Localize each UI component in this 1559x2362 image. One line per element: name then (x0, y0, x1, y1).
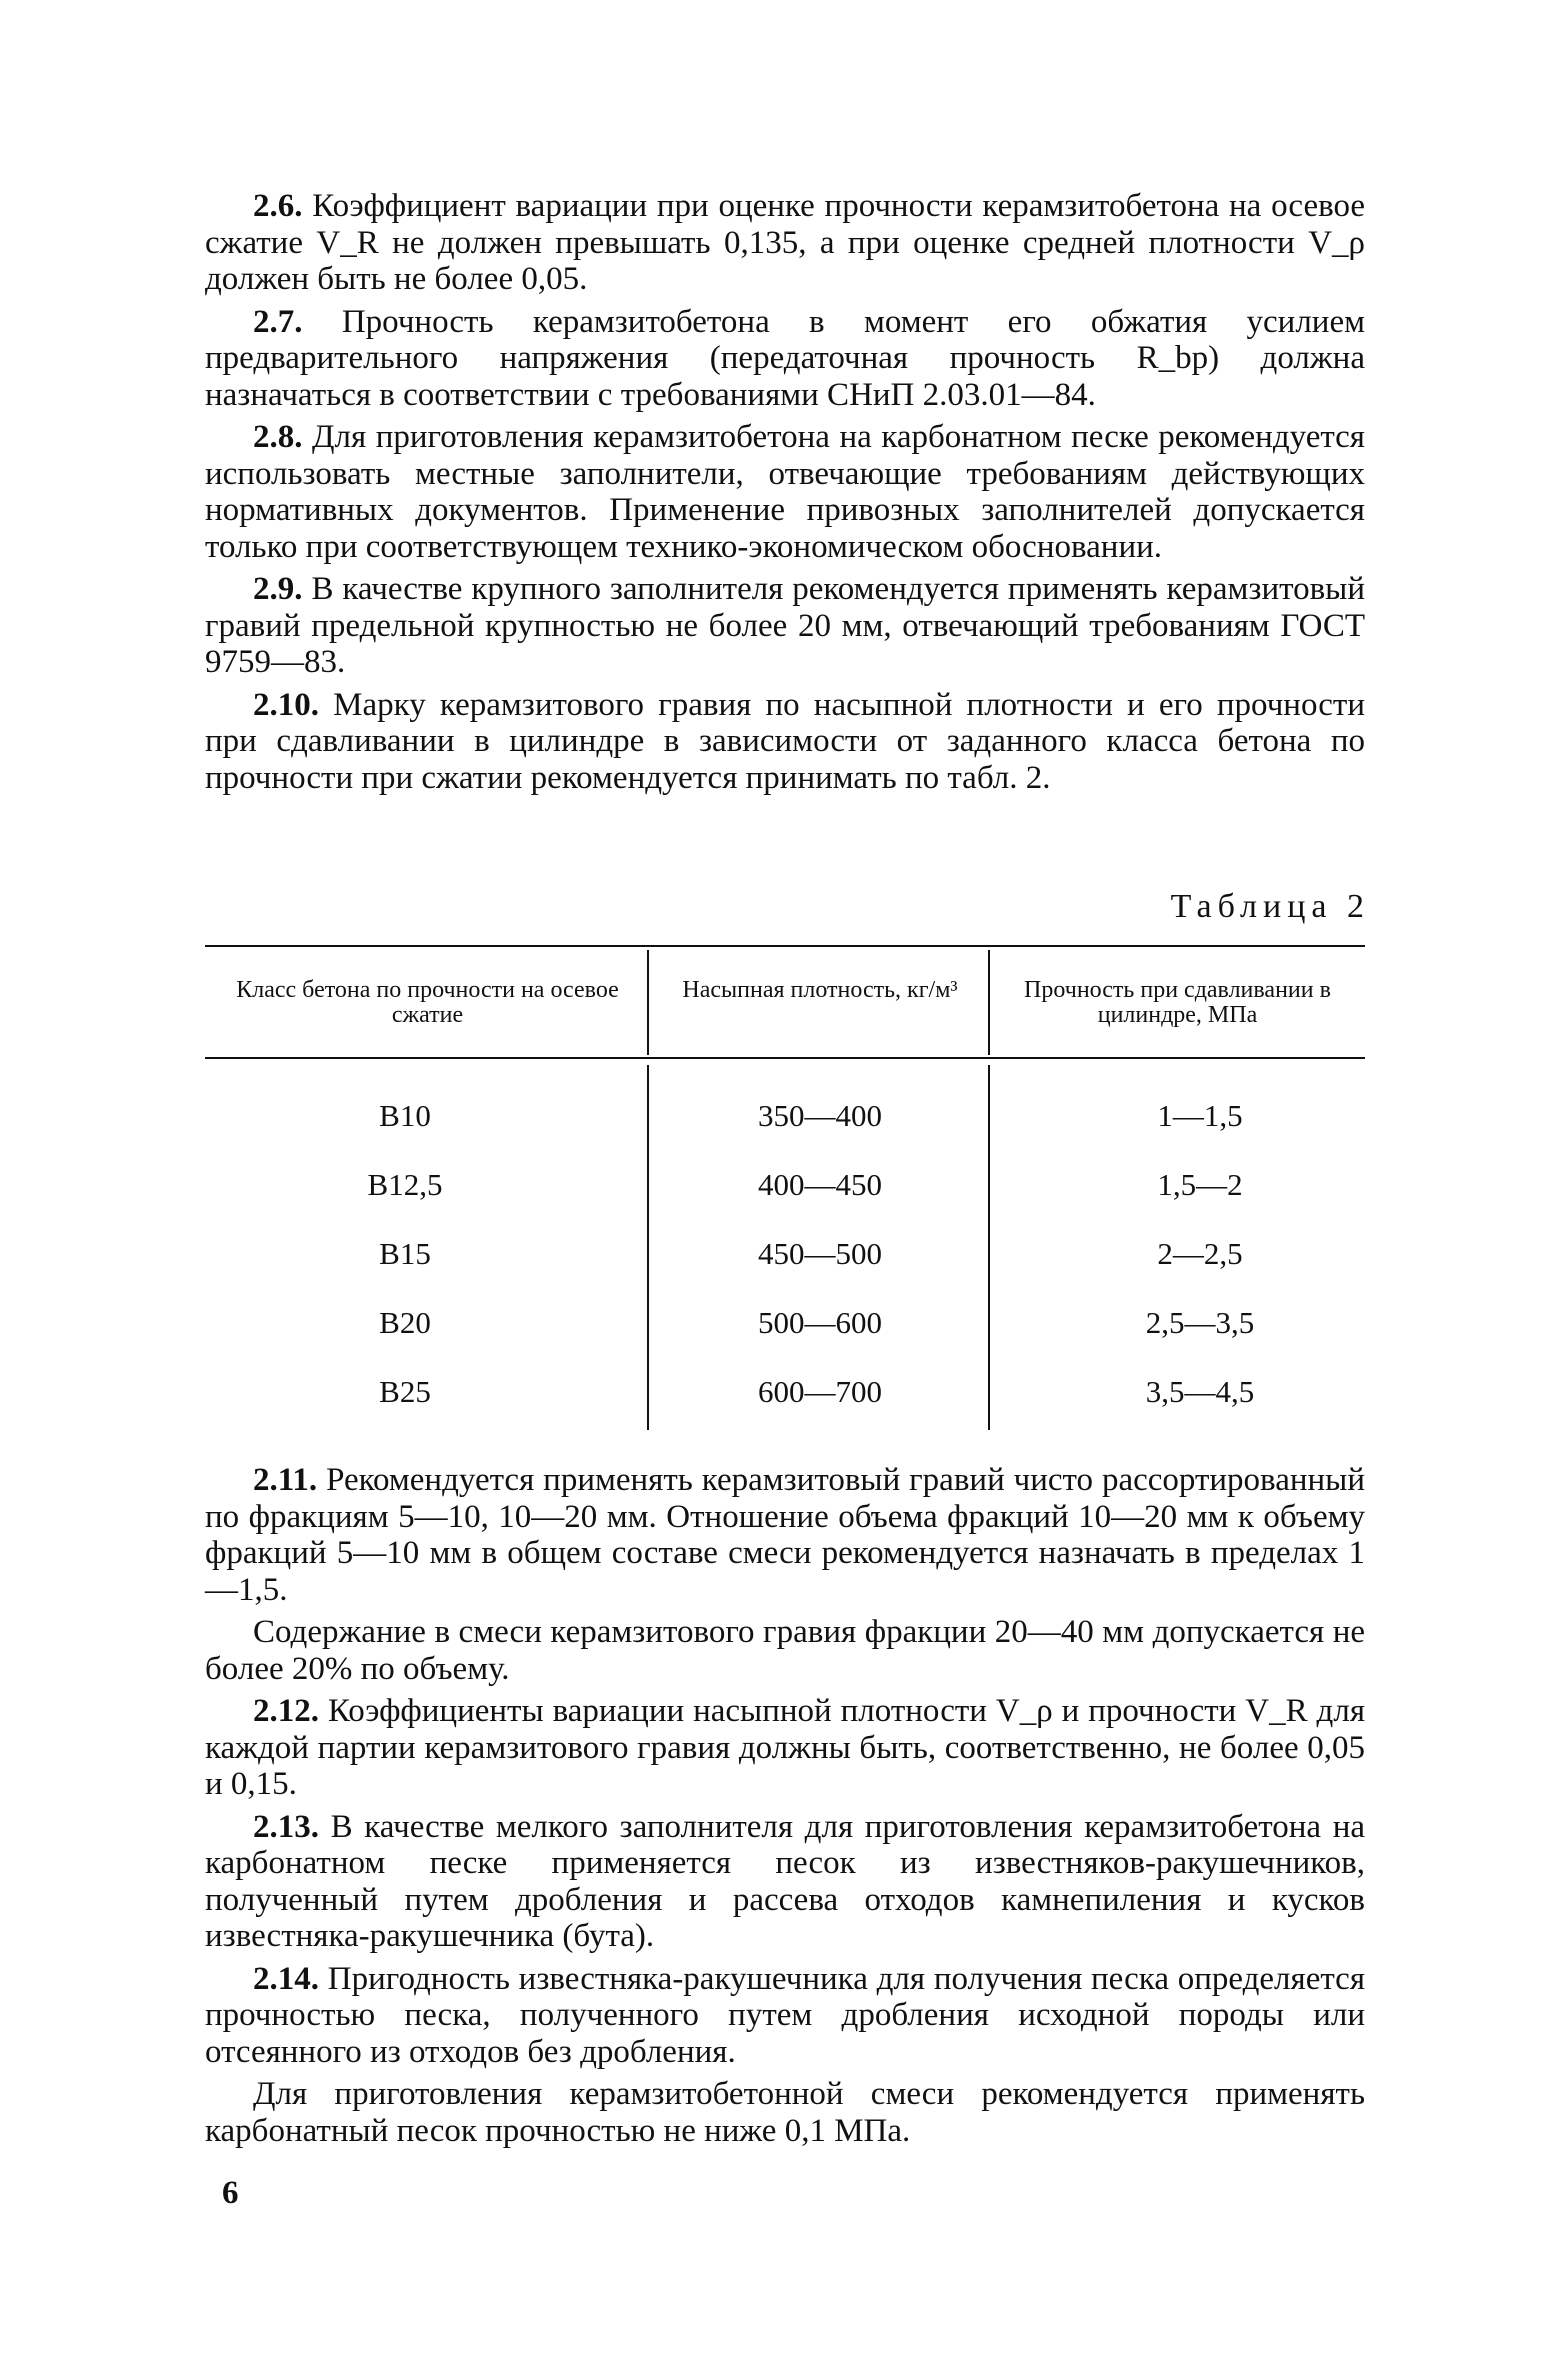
paragraph-2-14 (205, 1961, 1365, 2071)
table-col-divider (988, 1065, 990, 1430)
clause-number: 2.14. (253, 1960, 319, 1997)
paragraph-2-9 (205, 571, 1365, 681)
paragraph-2-12 (205, 1693, 1365, 1803)
table-cell: 2—2,5 (1157, 1236, 1243, 1271)
table-cell: 1,5—2 (1157, 1167, 1243, 1202)
paragraph-text: В качестве мелкого заполнителя для приготовления керамзитобетона на карбонатном песке применяется песок из известняков-ракушечников, полученный путем дробления и рассева отходов камнепиления и кусков известняка-ракушечника (бута). (205, 1808, 1365, 1954)
table-cell: 350—400 (758, 1098, 882, 1133)
table-top-rule (205, 945, 1365, 947)
text-block-top (205, 188, 1365, 802)
paragraph-text: Содержание в смеси керамзитового гравия фракции 20—40 мм допускается не более 20% по объему. (205, 1614, 1365, 1687)
paragraph-text: Коэффициент вариации при оценке прочности керамзитобетона на осевое сжатие V_R не должен превышать 0,135, а при оценке средней плотности V_ρ должен быть не более 0,05. (205, 188, 1365, 297)
table-col-divider (647, 950, 649, 1055)
table-cell: B10 (379, 1098, 431, 1133)
paragraph-text: Рекомендуется применять керамзитовый гравий чисто рассортированный по фракциям 5—10, 10—20 мм. Отношение объема фракций 10—20 мм к объему фракций 5—10 мм в общем составе смеси рекомендуется назначать в пределах 1—1,5. (205, 1462, 1365, 1608)
paragraph-text: Марку керамзитового гравия по насыпной плотности и его прочности при сдавливании в цилиндре в зависимости от заданного класса бетона по прочности при сжатии рекомендуется принимать по табл. 2. (205, 686, 1365, 796)
paragraph-text: В качестве крупного заполнителя рекомендуется применять керамзитовый гравий предельной крупностью не более 20 мм, отвечающий требованиям ГОСТ 9759—83. (205, 571, 1366, 680)
clause-number: 2.7. (253, 303, 303, 340)
clause-number: 2.6. (253, 188, 303, 224)
table-header-class: Класс бетона по прочности на осевое сжатие (236, 977, 619, 1028)
table-col-divider (647, 1065, 649, 1430)
table-cell: 450—500 (758, 1236, 882, 1271)
table-cell: 2,5—3,5 (1145, 1305, 1255, 1340)
paragraph-text: Для приготовления керамзитобетонной смеси рекомендуется применять карбонатный песок прочностью не ниже 0,1 МПа. (205, 2076, 1365, 2149)
table-cell: B20 (379, 1305, 431, 1340)
table-header-strength: Прочность при сдавливании в цилиндре, МПа (1024, 977, 1331, 1028)
table-header-rule (205, 1057, 1365, 1059)
table-cell: 600—700 (758, 1374, 882, 1409)
paragraph-2-10 (205, 687, 1365, 797)
table-col-divider (988, 950, 990, 1055)
page-number: 6 (222, 2175, 239, 2211)
clause-number: 2.9. (253, 571, 303, 607)
paragraph-text: Пригодность известняка-ракушечника для получения песка определяется прочностью песка, полученного путем дробления исходной породы или отсеянного из отходов без дробления. (205, 1960, 1365, 2070)
table-cell: 400—450 (758, 1167, 882, 1202)
clause-number: 2.11. (253, 1462, 318, 1498)
paragraph-2-8 (205, 419, 1365, 565)
table-caption: Таблица 2 (1170, 888, 1370, 925)
table-cell: B25 (379, 1374, 431, 1409)
paragraph-sand-note (205, 2076, 1365, 2149)
table-cell: B12,5 (367, 1167, 443, 1202)
clause-number: 2.8. (253, 419, 303, 455)
paragraph-content-note (205, 1614, 1365, 1687)
paragraph-2-6 (205, 188, 1365, 298)
paragraph-text: Прочность керамзитобетона в момент его обжатия усилием предварительного напряжения (передаточная прочность R_bp) должна назначаться в соответствии с требованиями СНиП 2.03.01—84. (205, 303, 1365, 413)
table-cell: 1—1,5 (1157, 1098, 1243, 1133)
text-block-bottom (205, 1462, 1365, 2155)
table-cell: 3,5—4,5 (1145, 1374, 1255, 1409)
paragraph-2-7 (205, 304, 1365, 414)
paragraph-2-11 (205, 1462, 1365, 1608)
paragraph-text: Коэффициенты вариации насыпной плотности V_ρ и прочности V_R для каждой партии керамзитового гравия должны быть, соответственно, не более 0,05 и 0,15. (205, 1693, 1365, 1802)
table-cell: 500—600 (758, 1305, 882, 1340)
clause-number: 2.13. (253, 1808, 319, 1845)
clause-number: 2.12. (253, 1693, 319, 1729)
table-header-density: Насыпная плотность, кг/м³ (682, 977, 958, 1003)
table-cell: B15 (379, 1236, 431, 1271)
clause-number: 2.10. (253, 686, 319, 723)
paragraph-2-13 (205, 1809, 1365, 1955)
paragraph-text: Для приготовления керамзитобетона на карбонатном песке рекомендуется использовать местные заполнители, отвечающие требованиям действующих нормативных документов. Применение привозных заполнителей допускается только при соответствующем технико-экономическом обосновании. (205, 419, 1365, 565)
